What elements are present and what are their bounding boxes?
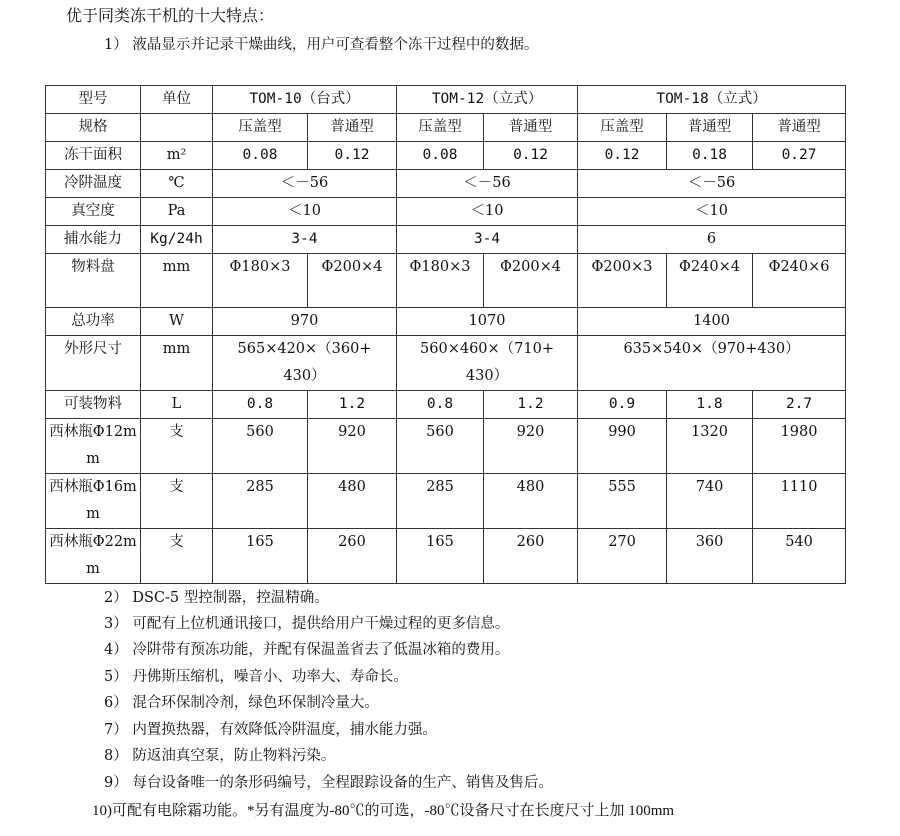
feature-9: 9） 每台设备唯一的条形码编号，全程跟踪设备的生产、销售及售后。 <box>104 775 553 791</box>
cell: 565×420×（360+430） <box>213 336 397 391</box>
row-label: 西林瓶Φ12mm <box>46 419 141 474</box>
cell: Φ180×3 <box>213 254 308 308</box>
cell: 260 <box>484 529 578 584</box>
cell: 990 <box>578 419 667 474</box>
cell: Φ200×3 <box>578 254 667 308</box>
row-unit: mm <box>141 254 213 308</box>
table-row-area <box>46 142 846 170</box>
cell: Φ240×4 <box>667 254 753 308</box>
cell: 压盖型 <box>397 114 484 142</box>
cell: 560 <box>397 419 484 474</box>
row-unit <box>141 114 213 142</box>
row-label: 西林瓶Φ16mm <box>46 474 141 529</box>
cell: 1.8 <box>667 391 753 419</box>
feature-5: 5） 丹佛斯压缩机，噪音小、功率大、寿命长。 <box>104 669 408 685</box>
table-row-vacuum <box>46 198 846 226</box>
table-row-spec <box>46 114 846 142</box>
cell: 2.7 <box>753 391 846 419</box>
row-unit: ℃ <box>141 170 213 198</box>
feature-4: 4） 冷阱带有预冻功能，并配有保温盖省去了低温冰箱的费用。 <box>104 642 510 658</box>
feature-2: 2） DSC-5 型控制器，控温精确。 <box>104 590 329 606</box>
header-model-tom18: TOM-18（立式） <box>578 86 846 114</box>
cell: 3-4 <box>213 226 397 254</box>
cell: 260 <box>308 529 397 584</box>
cell: 0.12 <box>484 142 578 170</box>
cell: ＜－56 <box>397 170 578 198</box>
cell: 3-4 <box>397 226 578 254</box>
page-heading: 优于同类冻干机的十大特点： <box>66 6 275 25</box>
row-unit: W <box>141 308 213 336</box>
row-unit: L <box>141 391 213 419</box>
cell: 555 <box>578 474 667 529</box>
cell: 560×460×（710+430） <box>397 336 578 391</box>
cell: 920 <box>484 419 578 474</box>
cell: 普通型 <box>484 114 578 142</box>
cell: 635×540×（970+430） <box>578 336 846 391</box>
cell: 1070 <box>397 308 578 336</box>
cell: 0.27 <box>753 142 846 170</box>
spec-table <box>45 85 846 584</box>
table-row-cold-trap <box>46 170 846 198</box>
cell: 6 <box>578 226 846 254</box>
cell: Φ200×4 <box>308 254 397 308</box>
row-label: 可装物料 <box>46 391 141 419</box>
cell: 740 <box>667 474 753 529</box>
feature-10: 10)可配有电除霜功能。*另有温度为-80℃的可选，-80℃设备尺寸在长度尺寸上加 100mm <box>92 803 675 819</box>
row-label: 物料盘 <box>46 254 141 308</box>
cell: Φ240×6 <box>753 254 846 308</box>
row-unit: Kg/24h <box>141 226 213 254</box>
cell: 0.8 <box>397 391 484 419</box>
cell: 285 <box>397 474 484 529</box>
cell: 压盖型 <box>213 114 308 142</box>
cell: 1.2 <box>308 391 397 419</box>
cell: 0.18 <box>667 142 753 170</box>
cell: 普通型 <box>308 114 397 142</box>
cell: 0.9 <box>578 391 667 419</box>
table-row-capacity <box>46 391 846 419</box>
cell: 普通型 <box>753 114 846 142</box>
cell: 1400 <box>578 308 846 336</box>
cell: Φ180×3 <box>397 254 484 308</box>
feature-7: 7） 内置换热器，有效降低冷阱温度，捕水能力强。 <box>104 722 437 738</box>
row-unit: m² <box>141 142 213 170</box>
table-row-tray <box>46 254 846 308</box>
row-label: 规格 <box>46 114 141 142</box>
cell: 0.8 <box>213 391 308 419</box>
row-unit: 支 <box>141 529 213 584</box>
feature-6: 6） 混合环保制冷剂，绿色环保制冷量大。 <box>104 695 379 711</box>
cell: 0.12 <box>308 142 397 170</box>
table-row-capture <box>46 226 846 254</box>
cell: 1.2 <box>484 391 578 419</box>
feature-1: 1） 液晶显示并记录干燥曲线，用户可查看整个冻干过程中的数据。 <box>104 37 539 53</box>
cell: Φ200×4 <box>484 254 578 308</box>
cell: 1110 <box>753 474 846 529</box>
table-row-vial-22mm <box>46 529 846 584</box>
cell: 480 <box>308 474 397 529</box>
cell: ＜10 <box>397 198 578 226</box>
table-header-row <box>46 86 846 114</box>
cell: 1320 <box>667 419 753 474</box>
cell: ＜10 <box>213 198 397 226</box>
cell: 480 <box>484 474 578 529</box>
header-unit-label: 单位 <box>141 86 213 114</box>
table-row-dimensions <box>46 336 846 391</box>
cell: 970 <box>213 308 397 336</box>
cell: 540 <box>753 529 846 584</box>
row-label: 冷阱温度 <box>46 170 141 198</box>
row-label: 冻干面积 <box>46 142 141 170</box>
header-model-tom12: TOM-12（立式） <box>397 86 578 114</box>
cell: 0.08 <box>397 142 484 170</box>
table-row-vial-16mm <box>46 474 846 529</box>
cell: 1980 <box>753 419 846 474</box>
cell: 560 <box>213 419 308 474</box>
cell: 普通型 <box>667 114 753 142</box>
cell: ＜－56 <box>213 170 397 198</box>
cell: 270 <box>578 529 667 584</box>
row-label: 西林瓶Φ22mm <box>46 529 141 584</box>
cell: 360 <box>667 529 753 584</box>
header-model-tom10: TOM-10（台式） <box>213 86 397 114</box>
cell: 920 <box>308 419 397 474</box>
cell: 165 <box>213 529 308 584</box>
cell: 165 <box>397 529 484 584</box>
row-label: 捕水能力 <box>46 226 141 254</box>
row-unit: 支 <box>141 419 213 474</box>
cell: ＜10 <box>578 198 846 226</box>
header-model-label: 型号 <box>46 86 141 114</box>
table-row-vial-12mm <box>46 419 846 474</box>
row-unit: mm <box>141 336 213 391</box>
row-unit: 支 <box>141 474 213 529</box>
feature-3: 3） 可配有上位机通讯接口，提供给用户干燥过程的更多信息。 <box>104 616 510 632</box>
table-row-power <box>46 308 846 336</box>
cell: 压盖型 <box>578 114 667 142</box>
row-label: 外形尺寸 <box>46 336 141 391</box>
cell: 285 <box>213 474 308 529</box>
cell: ＜－56 <box>578 170 846 198</box>
feature-8: 8） 防返油真空泵，防止物料污染。 <box>104 748 336 764</box>
row-label: 真空度 <box>46 198 141 226</box>
row-label: 总功率 <box>46 308 141 336</box>
cell: 0.08 <box>213 142 308 170</box>
cell: 0.12 <box>578 142 667 170</box>
row-unit: Pa <box>141 198 213 226</box>
